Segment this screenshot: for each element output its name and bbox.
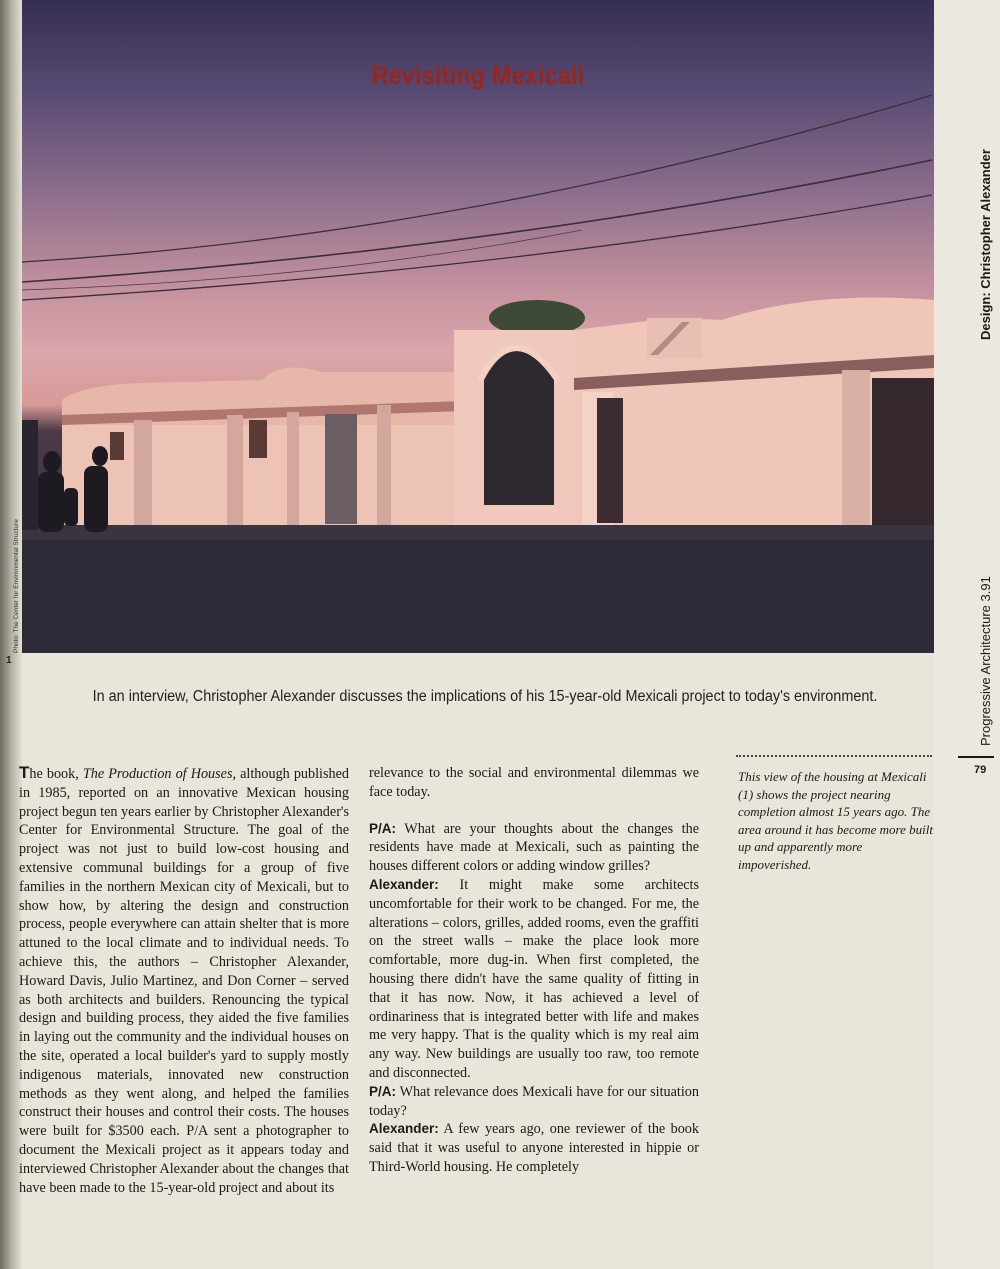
article-column-2: [369, 764, 699, 1177]
question-2: [369, 1083, 699, 1121]
photo-credit: Photo: The Center for Environmental Structure: [13, 519, 20, 653]
question-text: What are your thoughts about the changes the residents have made at Mexicali, such as painting the houses different colors or adding window grilles?: [369, 820, 699, 875]
speaker-label: P/A:: [369, 820, 396, 836]
answer-text: It might make some architects uncomfortable for their work to be changed. For me, the alterations – colors, grilles, added rooms, even the graffiti on the street walls – make the place look more comfortable, more dug-in. When first completed, the housing there didn't have the same quality of fitting in that it has now. Now, it has achieved a level of ordinariness that is integrated better with life and makes me very happy. That is the quality which is my real aim any way. New buildings are usually too raw, too remote and disconnected.: [369, 876, 699, 1081]
intro-deck: In an interview, Christopher Alexander discusses the implications of his 15-year-old Mexicali project to today's environment.: [92, 688, 878, 705]
book-title: The Production of Houses,: [82, 766, 237, 782]
photo-scene: [22, 0, 934, 653]
article-paragraph: [19, 764, 349, 1197]
answer-1: [369, 876, 699, 1083]
speaker-label: Alexander:: [369, 876, 439, 892]
drop-cap: T: [19, 763, 30, 782]
question-text: What relevance does Mexicali have for our situation today?: [369, 1083, 699, 1119]
article-title: Revisiting Mexicali: [371, 60, 585, 90]
answer-2: [369, 1120, 699, 1176]
design-credit: Design: Christopher Alexander: [978, 149, 993, 340]
article-column-1: [19, 764, 349, 1197]
paragraph-text: although published in 1985, reported on an innovative Mexican housing project begun ten years earlier by Christopher Alexander's Center for Environmental Structure. The goal of the project was not just to build low-cost housing and extensive communal buildings for a group of five families in the northern Mexican city of Mexicali, but to show how, by altering the design and construction process, people everywhere can attain shelter that is more attuned to the local climate and to individual needs. To achieve this, the authors – Christopher Alexander, Howard Davis, Julio Martinez, and Don Corner – served as both architects and builders. Renouncing the typical design and building process, they aided the five families in laying out the community and the individual houses on the site, operated a local builder's yard to supply mostly indigenous materials, innovated new construction methods as they went along, and helped the families construct their houses and control their costs. The houses were built for $3500 each. P/A sent a photographer to document the Mexicali project as it appears today and interviewed Christopher Alexander about the changes that have been made to the 15-year-old project and about its: [19, 766, 349, 1196]
speaker-label: P/A:: [369, 1083, 396, 1099]
page-number: 79: [974, 764, 987, 776]
paragraph-text: he book,: [29, 766, 83, 782]
photo-caption: This view of the housing at Mexicali (1) shows the project nearing completion almost 15 years ago. The area around it has become more built up and apparently more impoverished.: [738, 769, 933, 872]
figure-number: 1: [6, 655, 12, 666]
answer-text: A few years ago, one reviewer of the book said that it was useful to anyone interested in hippie or Third-World housing. He completely: [369, 1121, 699, 1175]
caption-divider: [736, 755, 932, 757]
page-number-rule: [958, 756, 994, 758]
question-1: [369, 820, 699, 876]
article-paragraph-continued: relevance to the social and environmental dilemmas we face today.: [369, 765, 699, 800]
building-photo: [22, 0, 934, 653]
speaker-label: Alexander:: [369, 1121, 439, 1137]
journal-name: Progressive Architecture 3.91: [978, 576, 993, 746]
